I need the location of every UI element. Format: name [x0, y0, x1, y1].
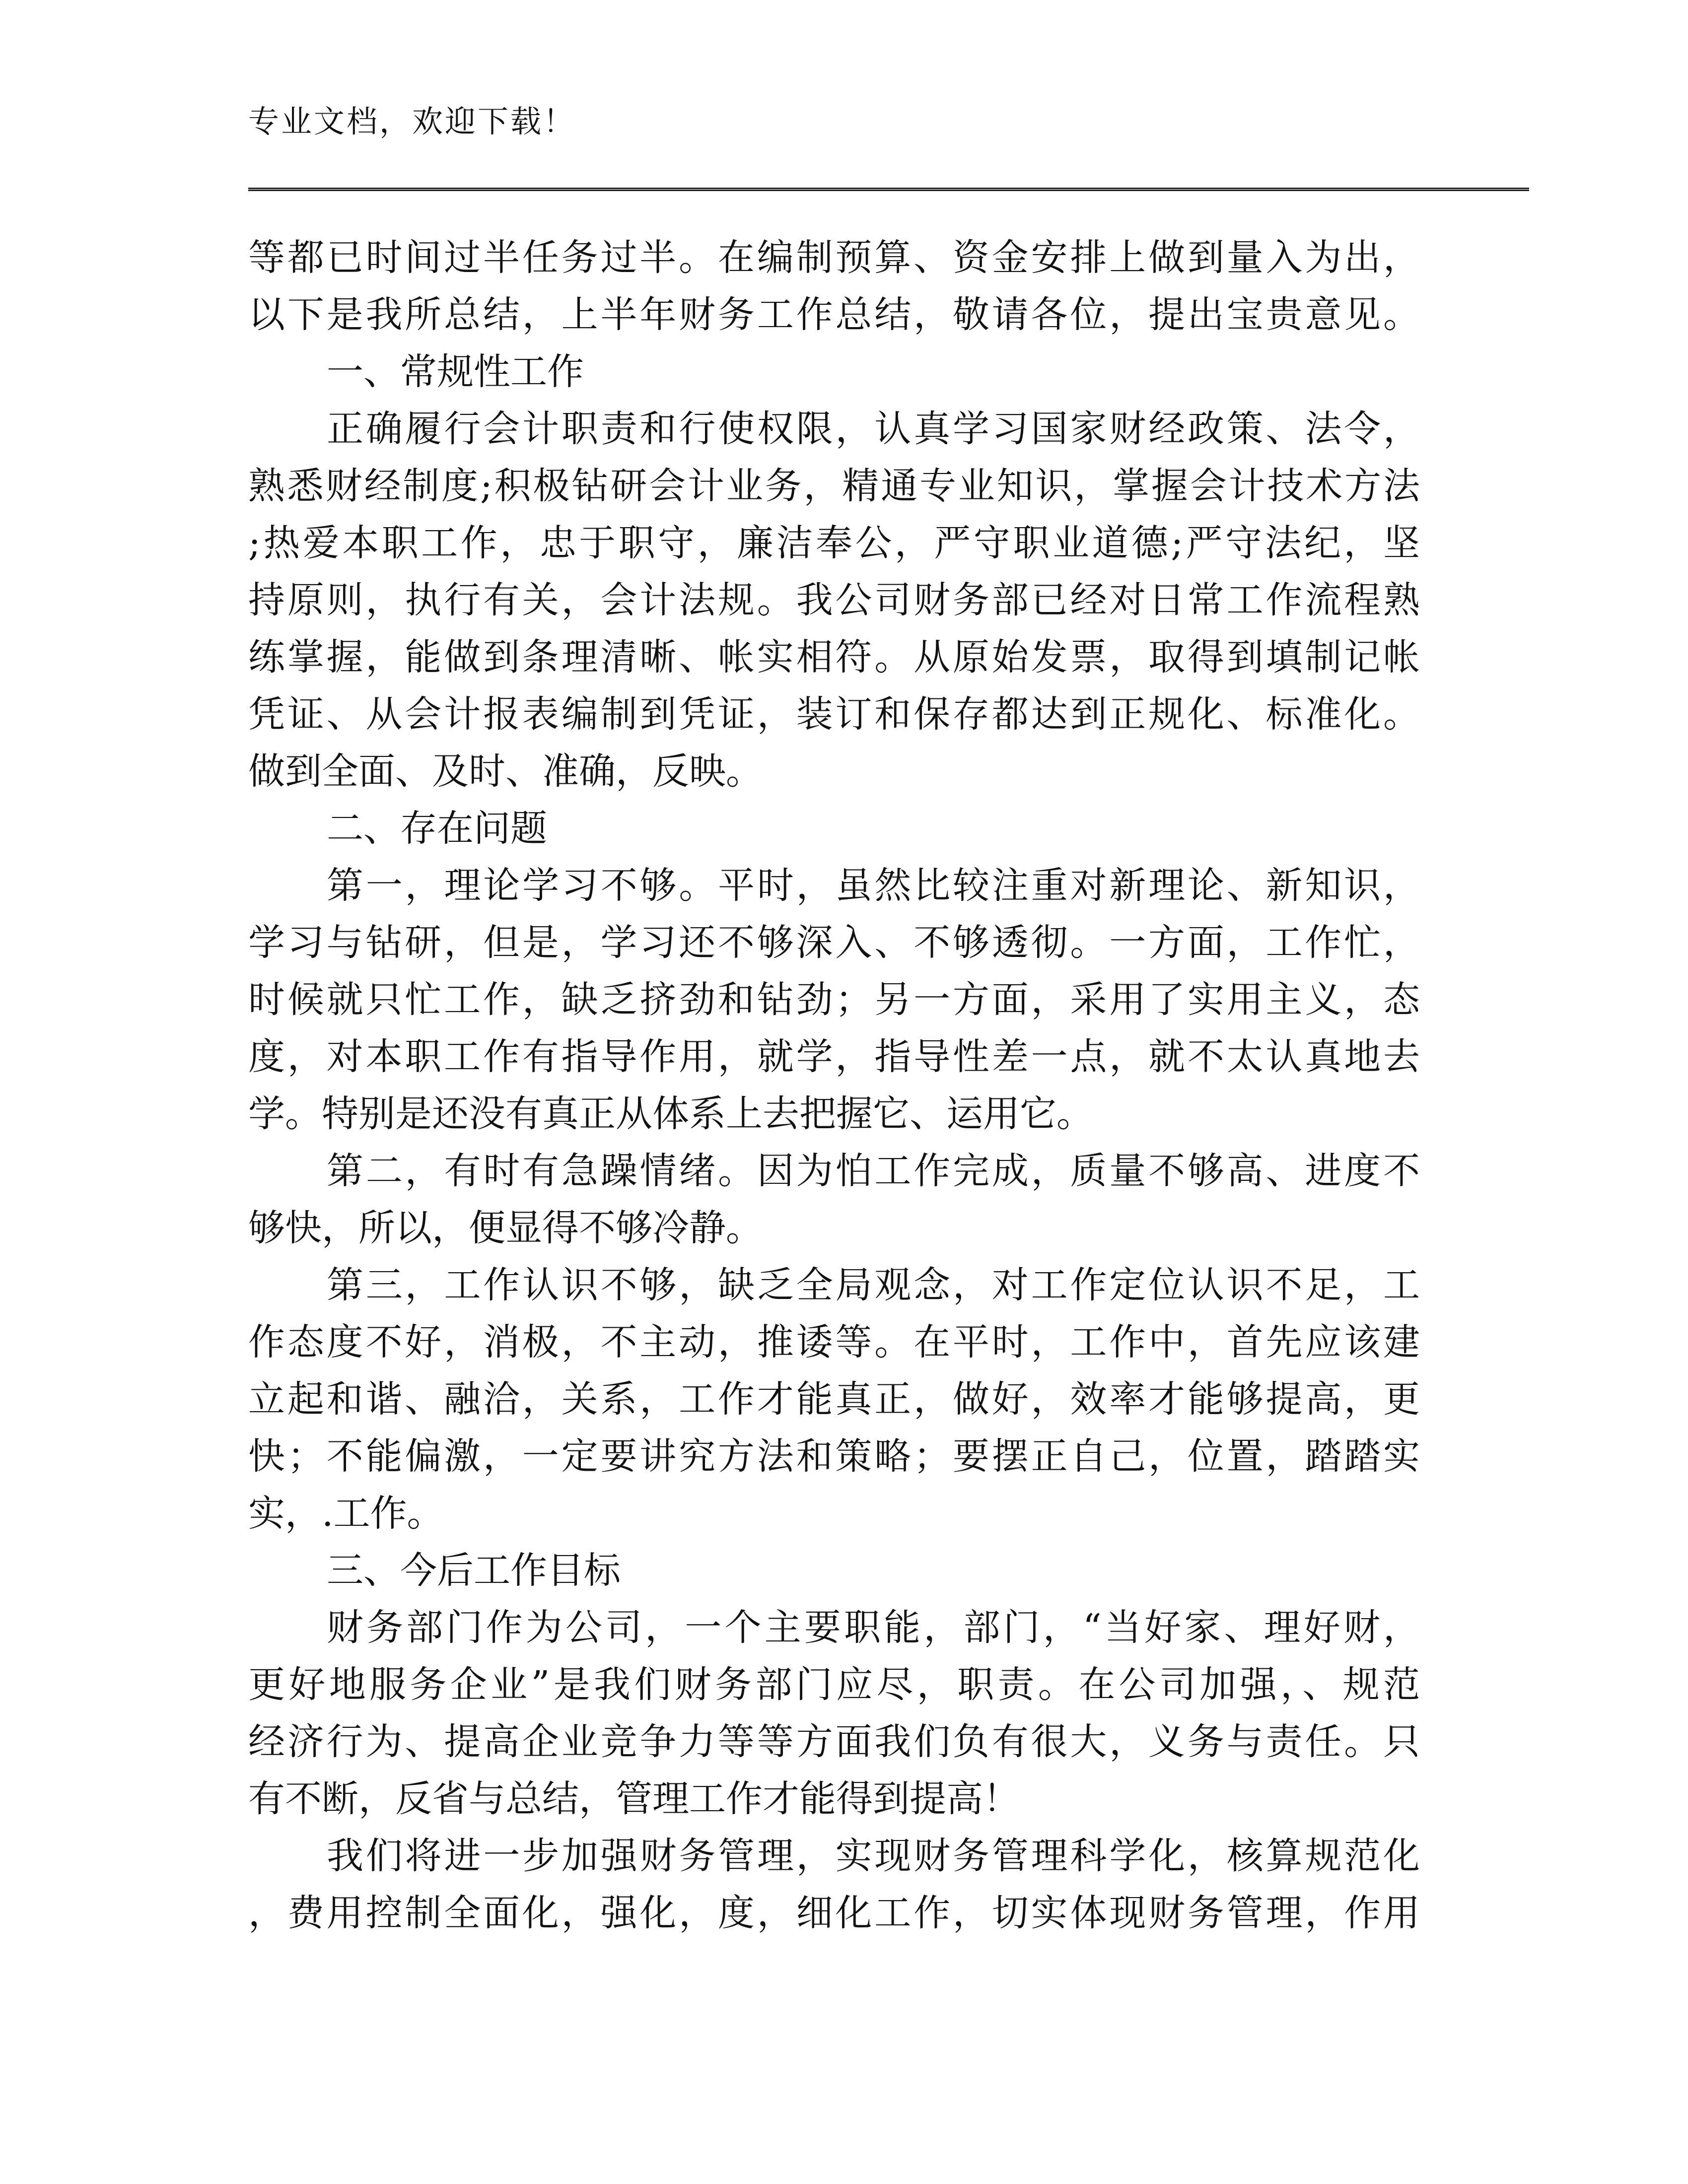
page-header: 专业文档，欢迎下载！: [248, 103, 576, 139]
text-line: 快；不能偏激，一定要讲究方法和策略；要摆正自己，位置，踏踏实: [248, 1435, 1420, 1478]
text-line: 有不断，反省与总结，管理工作才能得到提高！: [248, 1777, 1020, 1820]
text-line: 实，.工作。: [248, 1492, 444, 1535]
text-line: ，费用控制全面化，强化，度，细化工作，切实体现财务管理，作用: [248, 1892, 1420, 1934]
text-line: 持原则，执行有关，会计法规。我公司财务部已经对日常工作流程熟: [248, 579, 1420, 621]
header-double-rule: [248, 188, 1529, 191]
text-line: 第二，有时有急躁情绪。因为怕工作完成，质量不够高、进度不: [327, 1150, 1420, 1192]
text-line: 二、存在问题: [327, 807, 547, 850]
text-line: 一、常规性工作: [327, 350, 584, 393]
text-line: 我们将进一步加强财务管理，实现财务管理科学化，核算规范化: [327, 1835, 1420, 1877]
text-line: 做到全面、及时、准确，反映。: [248, 750, 763, 793]
text-line: 作态度不好，消极，不主动，推诿等。在平时，工作中，首先应该建: [248, 1321, 1420, 1364]
text-line: 正确履行会计职责和行使权限，认真学习国家财经政策、法令，: [327, 408, 1420, 450]
text-line: 以下是我所总结，上半年财务工作总结，敬请各位，提出宝贵意见。: [248, 293, 1420, 336]
text-line: 三、今后工作目标: [327, 1549, 621, 1592]
text-line: 时候就只忙工作，缺乏挤劲和钻劲；另一方面，采用了实用主义，态: [248, 978, 1420, 1021]
text-line: ;热爱本职工作，忠于职守，廉洁奉公，严守职业道德;严守法纪，坚: [248, 522, 1420, 564]
text-line: 第一，理论学习不够。平时，虽然比较注重对新理论、新知识，: [327, 864, 1420, 907]
text-line: 立起和谐、融洽，关系，工作才能真正，做好，效率才能够提高，更: [248, 1378, 1420, 1421]
text-line: 等都已时间过半任务过半。在编制预算、资金安排上做到量入为出，: [248, 236, 1420, 279]
text-line: 练掌握，能做到条理清晰、帐实相符。从原始发票，取得到填制记帐: [248, 636, 1420, 679]
text-line: 更好地服务企业”是我们财务部门应尽，职责。在公司加强，、规范: [248, 1663, 1420, 1706]
text-line: 够快，所以，便显得不够冷静。: [248, 1207, 763, 1249]
text-line: 学习与钻研，但是，学习还不够深入、不够透彻。一方面，工作忙，: [248, 921, 1420, 964]
text-line: 学。特别是还没有真正从体系上去把握它、运用它。: [248, 1092, 1093, 1135]
document-body: [248, 229, 1420, 1942]
text-line: 凭证、从会计报表编制到凭证，装订和保存都达到正规化、标准化。: [248, 693, 1420, 736]
text-line: 第三，工作认识不够，缺乏全局观念，对工作定位认识不足，工: [327, 1264, 1420, 1306]
text-line: 经济行为、提高企业竞争力等等方面我们负有很大，义务与责任。只: [248, 1720, 1420, 1763]
text-line: 熟悉财经制度;积极钻研会计业务，精通专业知识，掌握会计技术方法: [248, 465, 1420, 507]
text-line: 度，对本职工作有指导作用，就学，指导性差一点，就不太认真地去: [248, 1035, 1420, 1078]
text-line: 财务部门作为公司，一个主要职能，部门，“当好家、理好财，: [327, 1606, 1420, 1649]
